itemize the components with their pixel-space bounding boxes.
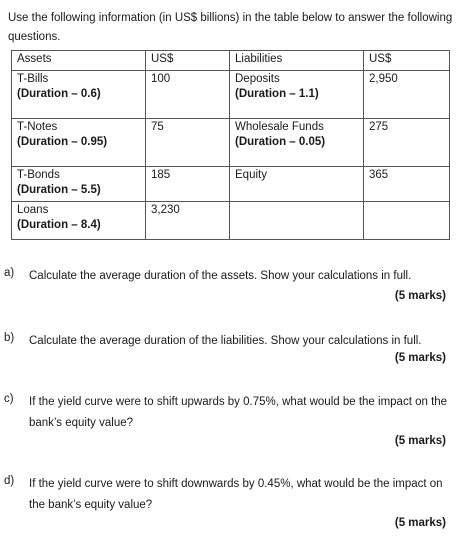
table-row bbox=[12, 201, 450, 239]
question-label: b) bbox=[4, 332, 15, 344]
header-liabilities: Liabilities bbox=[230, 51, 364, 71]
liability-value: 2,950 bbox=[364, 70, 450, 118]
question-label: c) bbox=[4, 393, 14, 405]
question-c bbox=[4, 392, 446, 452]
question-text: If the yield curve were to shift upwards by 0.75%, what would be the impact on the bank’s equity value? bbox=[29, 396, 448, 429]
liability-value: 365 bbox=[364, 166, 450, 201]
liability-cell bbox=[230, 166, 364, 201]
asset-name: T-Bonds bbox=[17, 168, 60, 181]
question-marks: (5 marks) bbox=[394, 352, 446, 364]
table-header-row bbox=[12, 51, 450, 71]
question-text: Calculate the average duration of the liabilities. Show your calculations in full. bbox=[29, 335, 422, 347]
liability-value: 275 bbox=[364, 118, 450, 166]
liability-name: Deposits bbox=[235, 72, 280, 85]
question-text: If the yield curve were to shift downwards by 0.45%, what would be the impact on the bank’s equity value? bbox=[29, 478, 443, 511]
header-liabilities-usd: US$ bbox=[364, 51, 450, 71]
intro-text: Use the following information (in US$ billions) in the table below to answer the following questions. bbox=[8, 12, 453, 43]
balance-sheet-table bbox=[11, 50, 450, 240]
asset-value: 3,230 bbox=[146, 201, 230, 239]
question-marks: (5 marks) bbox=[394, 517, 446, 529]
header-assets-usd: US$ bbox=[146, 51, 230, 71]
asset-duration: (Duration – 5.5) bbox=[17, 184, 101, 197]
asset-name: T-Bills bbox=[17, 72, 49, 85]
asset-duration: (Duration – 8.4) bbox=[17, 219, 101, 232]
liability-cell bbox=[230, 201, 364, 239]
liability-duration: (Duration – 1.1) bbox=[235, 88, 319, 101]
liability-name: Equity bbox=[235, 168, 267, 181]
question-label: d) bbox=[4, 475, 15, 487]
table-row bbox=[12, 166, 450, 201]
asset-cell bbox=[12, 118, 146, 166]
asset-cell bbox=[12, 201, 146, 239]
question-label: a) bbox=[4, 267, 15, 279]
asset-value: 75 bbox=[146, 118, 230, 166]
table-row bbox=[12, 118, 450, 166]
asset-name: Loans bbox=[17, 203, 49, 216]
question-marks: (5 marks) bbox=[394, 290, 446, 302]
question-d bbox=[4, 474, 446, 534]
asset-value: 185 bbox=[146, 166, 230, 201]
asset-duration: (Duration – 0.95) bbox=[17, 136, 108, 149]
header-assets: Assets bbox=[12, 51, 146, 71]
asset-cell bbox=[12, 166, 146, 201]
asset-value: 100 bbox=[146, 70, 230, 118]
question-marks: (5 marks) bbox=[394, 435, 446, 447]
question-b bbox=[4, 331, 446, 371]
asset-duration: (Duration – 0.6) bbox=[17, 88, 101, 101]
table-row bbox=[12, 70, 450, 118]
liability-duration: (Duration – 0.05) bbox=[235, 136, 326, 149]
question-a bbox=[4, 266, 446, 306]
asset-cell bbox=[12, 70, 146, 118]
liability-cell bbox=[230, 70, 364, 118]
liability-value bbox=[364, 201, 450, 239]
asset-name: T-Notes bbox=[17, 120, 58, 133]
question-text: Calculate the average duration of the assets. Show your calculations in full. bbox=[29, 270, 412, 282]
liability-name: Wholesale Funds bbox=[235, 120, 324, 133]
liability-cell bbox=[230, 118, 364, 166]
